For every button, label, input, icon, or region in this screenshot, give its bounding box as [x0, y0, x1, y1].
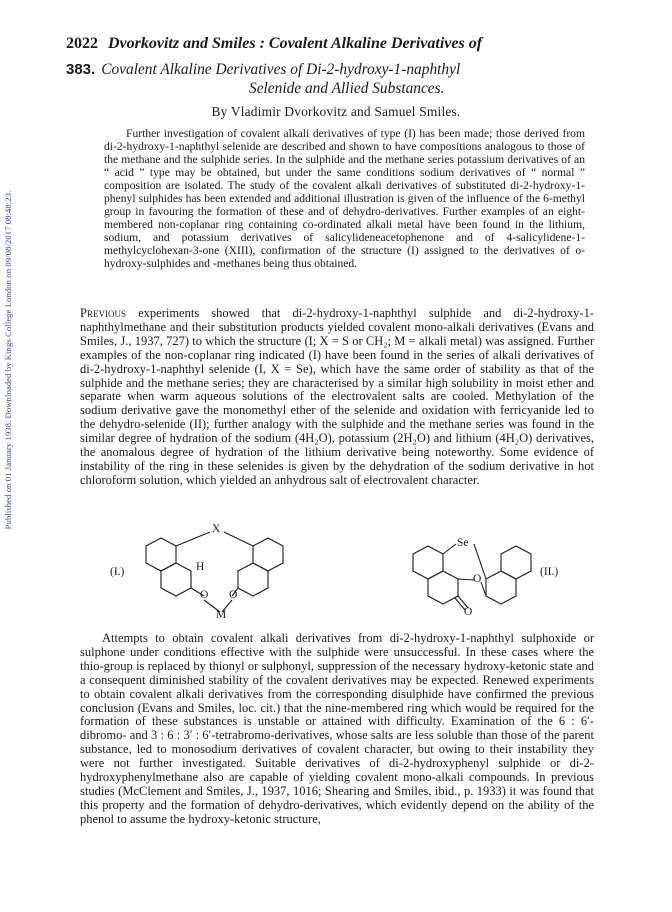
article-number: 383.: [66, 61, 96, 78]
download-note: Published on 01 January 1938. Downloaded by Kings College London on 09/08/2017 08:48:23.: [3, 190, 13, 530]
ring-I-a: [146, 538, 176, 571]
structure-drawings: [96, 520, 586, 626]
ring-II-c: [501, 546, 531, 579]
download-watermark: [2, 140, 14, 580]
chemical-structures-figure: [96, 520, 586, 626]
atom-x: X: [212, 523, 221, 535]
structure-I-label: (I.): [110, 566, 125, 578]
lead-word: Previous: [80, 306, 126, 320]
byline: By Vladimir Dvorkovitz and Samuel Smiles.: [211, 104, 461, 119]
body-paragraph-2: Attempts to obtain covalent alkali derivatives from di-2-hydroxy-1-naphthyl sulphoxide or sulphone under conditions effective with the sulphide were unsuccessful. In these cases where the thio-group is replaced by thionyl or sulphonyl, suppression of the necessary hydroxy-ketonic state and a consequent diminished stability of the covalent derivatives may be expected. Renewed experiments to obtain covalent alkali derivatives from the corresponding disulphide have confirmed the previous conclusion (Evans and Smiles, loc. cit.) that the nine-membered ring which would be required for the formation of these substances is unstable or attained with difficulty. Examination of the 6 : 6′-dibromo- and 3 : 6 : 3′ : 6′-tetrabromo-derivatives, whose salts are less soluble than those of the parent substance, led to monosodium derivatives of covalent character, but owing to their instability they were not further investigated. Suitable derivatives of di-2-hydroxyphenyl sulphide or di-2-hydroxyphenylmethane also are capable of yielding covalent mono-alkali compounds. In previous studies (McClement and Smiles, J., 1937, 1016; Shearing and Smiles, ibid., p. 1933) it was found that this property and the formation of dehydro-derivatives, which evidently depend on the ability of the phenol to assume the hydroxy-ketonic structure,: [80, 631, 594, 826]
page-number: 2022: [66, 35, 98, 52]
structure-II-label: (II.): [540, 566, 559, 578]
ring-II-d: [486, 571, 516, 604]
ring-II-b: [428, 571, 458, 604]
atom-h: H: [196, 561, 205, 573]
body-paragraph-1: [80, 307, 594, 488]
atom-m: M: [216, 609, 227, 621]
atom-o-right: O: [229, 589, 238, 601]
ring-I-b: [161, 563, 191, 596]
running-title: Dvorkovitz and Smiles : Covalent Alkaline Derivatives of: [108, 35, 483, 52]
atom-o-bridge: O: [473, 573, 482, 585]
title-line-2: Selenide and Allied Substances.: [249, 80, 445, 97]
ring-II-a: [413, 546, 443, 579]
title-line-1: Covalent Alkaline Derivatives of Di-2-hydroxy-1-naphthyl: [101, 61, 461, 78]
paragraph-1-text: experiments showed that di-2-hydroxy-1-naphthyl sulphide and di-2-hydroxy-1-naphthylmethane and their substitution products yielded covalent mono-alkali derivatives (Evans and Smiles, J., 1937, 727) to which the structure (I; X = S or CH₂; M = alkali metal) was assigned. Further examples of the non-coplanar ring indicated (I) have been found in the series of alkali derivatives of di-2-hydroxy-1-naphthyl selenide (I, X = Se), which have the same order of stability as that of the sulphide and the methane series; they are characterised by a similar high solubility in moist ether and separate when warm aqueous solutions of the electrovalent salts are cooled. Methylation of the sodium derivative gave the monomethyl ether of the selenide and oxidation with ferricyanide led to the dehydro-selenide (II); further analogy with the sulphide and the methane series was found in the similar degree of hydration of the sodium (4H₂O), potassium (2H₂O) and lithium (4H₂O) derivatives, the anomalous degree of hydration of the lithium derivative being noteworthy. Some evidence of instability of the ring in these selenides is given by the dehydration of the sodium derivative in hot chloroform solution, which yielded an anhydrous salt of electrovalent character.: [80, 306, 595, 487]
ring-I-d: [238, 563, 268, 596]
abstract: Further investigation of covalent alkali derivatives of type (I) has been made; those derived from di-2-hydroxy-1-naphthyl selenide are described and shown to have compositions analogous to those of the methane and the sulphide series. In the sulphide and the methane series potassium derivatives of an “ acid ” type may be obtained, but under the same conditions sodium derivatives of “ normal ” composition are isolated. The study of the covalent alkali derivatives of substituted di-2-hydroxy-1-phenyl sulphides has been extended and additional illustration is given of the influence of the 6-methyl group in favouring the formation of these and of dehydro-derivatives. Further examples of an eight-membered non-coplanar ring containing co-ordinated alkali metal have been found in the lithium, sodium, and potassium derivatives of salicylideneacetophenone and of 4-salicylidene-1-methylcyclohexan-3-one (XIII), confirmation of the structure (I) assigned to the derivatives of o-hydroxy-sulphides and -methanes being thus obtained.: [104, 127, 585, 271]
article-title: [66, 60, 586, 98]
atom-o-left: O: [200, 589, 209, 601]
running-header: [66, 35, 606, 53]
ring-I-c: [253, 538, 283, 571]
atom-o-carbonyl: O: [464, 606, 473, 618]
atom-se: Se: [457, 537, 469, 549]
